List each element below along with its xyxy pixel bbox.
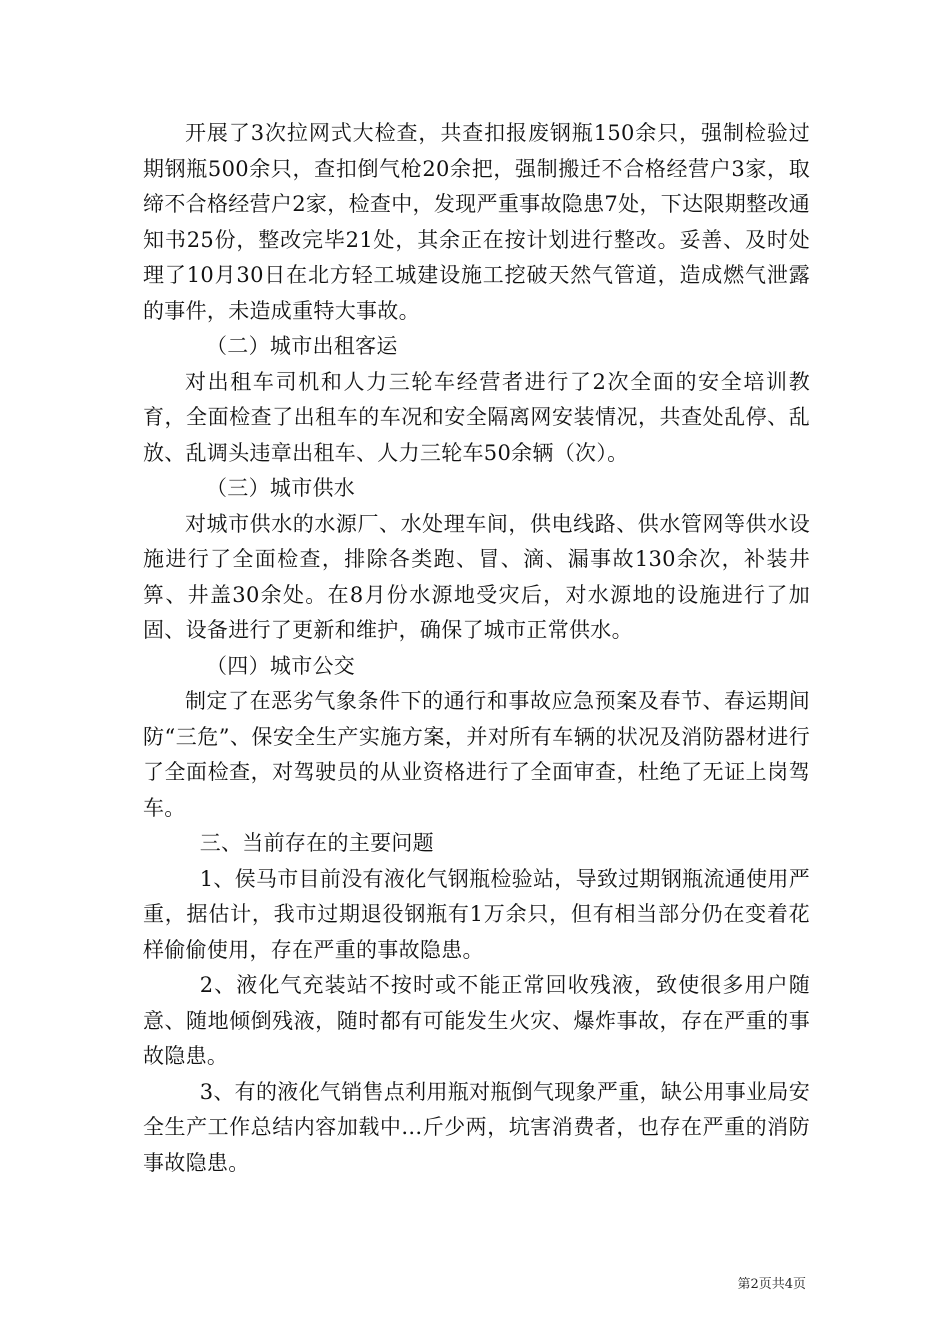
document-body xyxy=(143,116,810,1181)
heading-taxi-transport: （二）城市出租客运 xyxy=(206,334,398,358)
paragraph-public-transit: 制定了在恶劣气象条件下的通行和事故应急预案及春节、春运期间防“三危”、保安全生产实施方案，并对所有车辆的状况及消防器材进行了全面检查，对驾驶员的从业资格进行了全面审查，杜绝了无证上岗驾车。 xyxy=(143,689,810,820)
problem-item-2: 2、液化气充装站不按时或不能正常回收残液，致使很多用户随意、随地倾倒残液，随时都有可能发生火灾、爆炸事故，存在严重的事故隐患。 xyxy=(143,973,810,1068)
paragraph-taxi-safety: 对出租车司机和人力三轮车经营者进行了2次全面的安全培训教育，全面检查了出租车的车况和安全隔离网安装情况，共查处乱停、乱放、乱调头违章出租车、人力三轮车50余辆（次）。 xyxy=(143,369,810,465)
paragraph-gas-inspection: 开展了3次拉网式大检查，共查扣报废钢瓶150余只，强制检验过期钢瓶500余只，查扣倒气枪20余把，强制搬迁不合格经营户3家，取缔不合格经营户2家，检查中，发现严重事故隐患7处，下达限期整改通知书25份，整改完毕21处，其余正在按计划进行整改。妥善、及时处理了10月30日在北方轻工城建设施工挖破天然气管道，造成燃气泄露的事件，未造成重特大事故。 xyxy=(143,121,810,323)
heading-water-supply: （三）城市供水 xyxy=(206,476,356,500)
section-main-problems: 三、当前存在的主要问题 xyxy=(199,831,434,855)
paragraph-water-supply: 对城市供水的水源厂、水处理车间，供电线路、供水管网等供水设施进行了全面检查，排除各类跑、冒、滴、漏事故130余次，补装井箅、井盖30余处。在8月份水源地受灾后，对水源地的设施进行了加固、设备进行了更新和维护，确保了城市正常供水。 xyxy=(143,511,810,642)
problem-item-1: 1、侯马市目前没有液化气钢瓶检验站，导致过期钢瓶流通使用严重，据估计，我市过期退役钢瓶有1万余只，但有相当部分仍在变着花样偷偷使用，存在严重的事故隐患。 xyxy=(143,866,810,962)
page-number: 第2页共4页 xyxy=(737,1277,806,1292)
problem-item-3: 3、有的液化气销售点利用瓶对瓶倒气现象严重，缺公用事业局安全生产工作总结内容加载中...斤少两，坑害消费者，也存在严重的消防事故隐患。 xyxy=(143,1079,810,1175)
heading-public-transit: （四）城市公交 xyxy=(206,653,356,678)
